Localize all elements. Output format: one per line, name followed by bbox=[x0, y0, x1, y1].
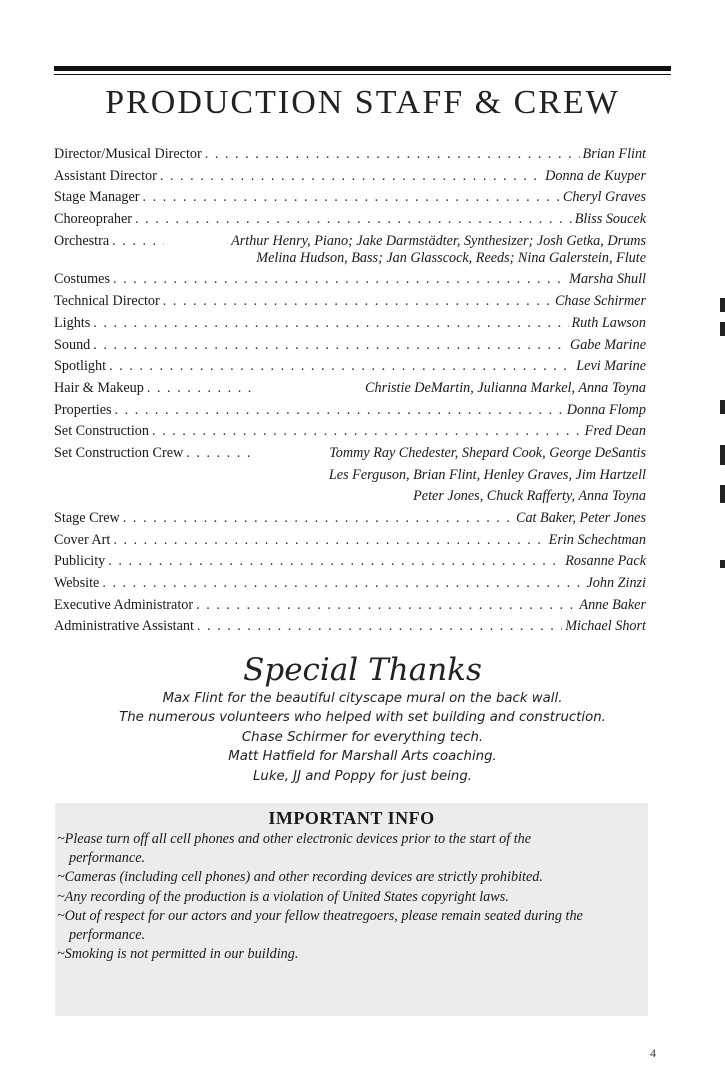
dot-leader bbox=[196, 597, 576, 614]
staff-row: Executive Administrator . . . Anne Baker bbox=[54, 597, 646, 619]
info-item: ~Out of respect for our actors and your fellow theatregoers, please remain seated during the performance. bbox=[57, 907, 583, 944]
staff-row: Lights . . . Ruth Lawson bbox=[54, 315, 646, 337]
edge-mark bbox=[720, 322, 725, 336]
staff-row: Website . . . John Zinzi bbox=[54, 575, 646, 597]
staff-row: Spotlight . . . Levi Marine bbox=[54, 358, 646, 380]
thanks-line: Max Flint for the beautiful cityscape mural on the back wall. bbox=[162, 691, 563, 706]
staff-row: Administrative Assistant . . . Michael Short bbox=[54, 618, 646, 640]
dot-leader bbox=[109, 358, 573, 375]
dot-leader bbox=[147, 380, 257, 397]
page-title: PRODUCTION STAFF & CREW bbox=[105, 84, 620, 121]
staff-list bbox=[54, 146, 646, 640]
thanks-line: Luke, JJ and Poppy for just being. bbox=[252, 768, 473, 784]
staff-row-continued: Peter Jones, Chuck Rafferty, Anna Toyna bbox=[413, 488, 646, 505]
staff-row: Choreopraher . . . Bliss Soucek bbox=[54, 211, 646, 233]
staff-row-continued: Les Ferguson, Brian Flint, Henley Graves, Jim Hartzell bbox=[328, 466, 646, 483]
dot-leader bbox=[143, 189, 560, 206]
staff-row: Hair & Makeup . . . Christie DeMartin, Julianna Markel, Anna Toyna bbox=[54, 380, 646, 402]
dot-leader bbox=[113, 532, 545, 549]
page-number: 4 bbox=[650, 1046, 656, 1060]
important-info-title: IMPORTANT INFO bbox=[268, 808, 435, 828]
dot-leader bbox=[113, 271, 566, 288]
dot-leader bbox=[112, 233, 164, 250]
dot-leader bbox=[102, 575, 583, 592]
thanks-line: The numerous volunteers who helped with set building and construction. bbox=[119, 710, 606, 726]
special-thanks-title: Special Thanks bbox=[243, 652, 482, 688]
dot-leader bbox=[123, 510, 513, 527]
info-item: ~Please turn off all cell phones and other electronic devices prior to the start of the performance. bbox=[57, 831, 532, 867]
important-info-list bbox=[57, 830, 597, 964]
info-item: ~Smoking is not permitted in our building. bbox=[57, 946, 299, 963]
staff-row: Costumes . . . Marsha Shull bbox=[54, 271, 646, 293]
staff-row: Set Construction Crew . . . Tommy Ray Chedester, Shepard Cook, George DeSantis bbox=[54, 445, 646, 467]
staff-row: Cover Art . . . Erin Schechtman bbox=[54, 532, 646, 554]
dot-leader bbox=[197, 618, 562, 635]
dot-leader bbox=[115, 402, 564, 419]
dot-leader bbox=[160, 168, 542, 185]
dot-leader bbox=[205, 146, 580, 163]
special-thanks-list bbox=[0, 689, 725, 786]
edge-mark bbox=[720, 560, 725, 568]
dot-leader bbox=[93, 337, 567, 354]
thanks-line: Chase Schirmer for everything tech. bbox=[241, 729, 484, 745]
staff-row: Director/Musical Director . . . Brian Flint bbox=[54, 146, 646, 168]
thanks-line: Matt Hatfield for Marshall Arts coaching. bbox=[228, 749, 497, 765]
staff-row: Orchestra . . . Arthur Henry, Piano; Jake Darmstädter, Synthesizer; Josh Getka, Drums bbox=[54, 233, 646, 250]
dot-leader bbox=[135, 211, 572, 228]
staff-row: Publicity . . . Rosanne Pack bbox=[54, 553, 646, 575]
staff-row: Properties . . . Donna Flomp bbox=[54, 402, 646, 424]
dot-leader bbox=[152, 423, 582, 440]
staff-row-continued: Melina Hudson, Bass; Jan Glasscock, Reeds; Nina Galerstein, Flute bbox=[256, 249, 646, 266]
header-rule-thick bbox=[54, 66, 671, 71]
edge-mark bbox=[720, 445, 725, 465]
dot-leader bbox=[93, 315, 568, 332]
dot-leader bbox=[108, 553, 562, 570]
edge-mark bbox=[720, 298, 725, 312]
staff-row: Stage Crew . . . Cat Baker, Peter Jones bbox=[54, 510, 646, 532]
staff-row: Technical Director . . . Chase Schirmer bbox=[54, 293, 646, 315]
edge-mark bbox=[720, 485, 725, 503]
staff-row: Set Construction . . . Fred Dean bbox=[54, 423, 646, 445]
dot-leader bbox=[163, 293, 552, 310]
staff-row: Sound . . . Gabe Marine bbox=[54, 337, 646, 359]
edge-mark bbox=[720, 400, 725, 414]
staff-row: Stage Manager . . . Cheryl Graves bbox=[54, 189, 646, 211]
header-rule-thin bbox=[54, 74, 671, 75]
info-item: ~Any recording of the production is a violation of United States copyright laws. bbox=[57, 888, 509, 905]
staff-row: Assistant Director . . . Donna de Kuyper bbox=[54, 168, 646, 190]
dot-leader bbox=[186, 445, 256, 462]
info-item: ~Cameras (including cell phones) and other recording devices are strictly prohibited. bbox=[57, 869, 543, 886]
